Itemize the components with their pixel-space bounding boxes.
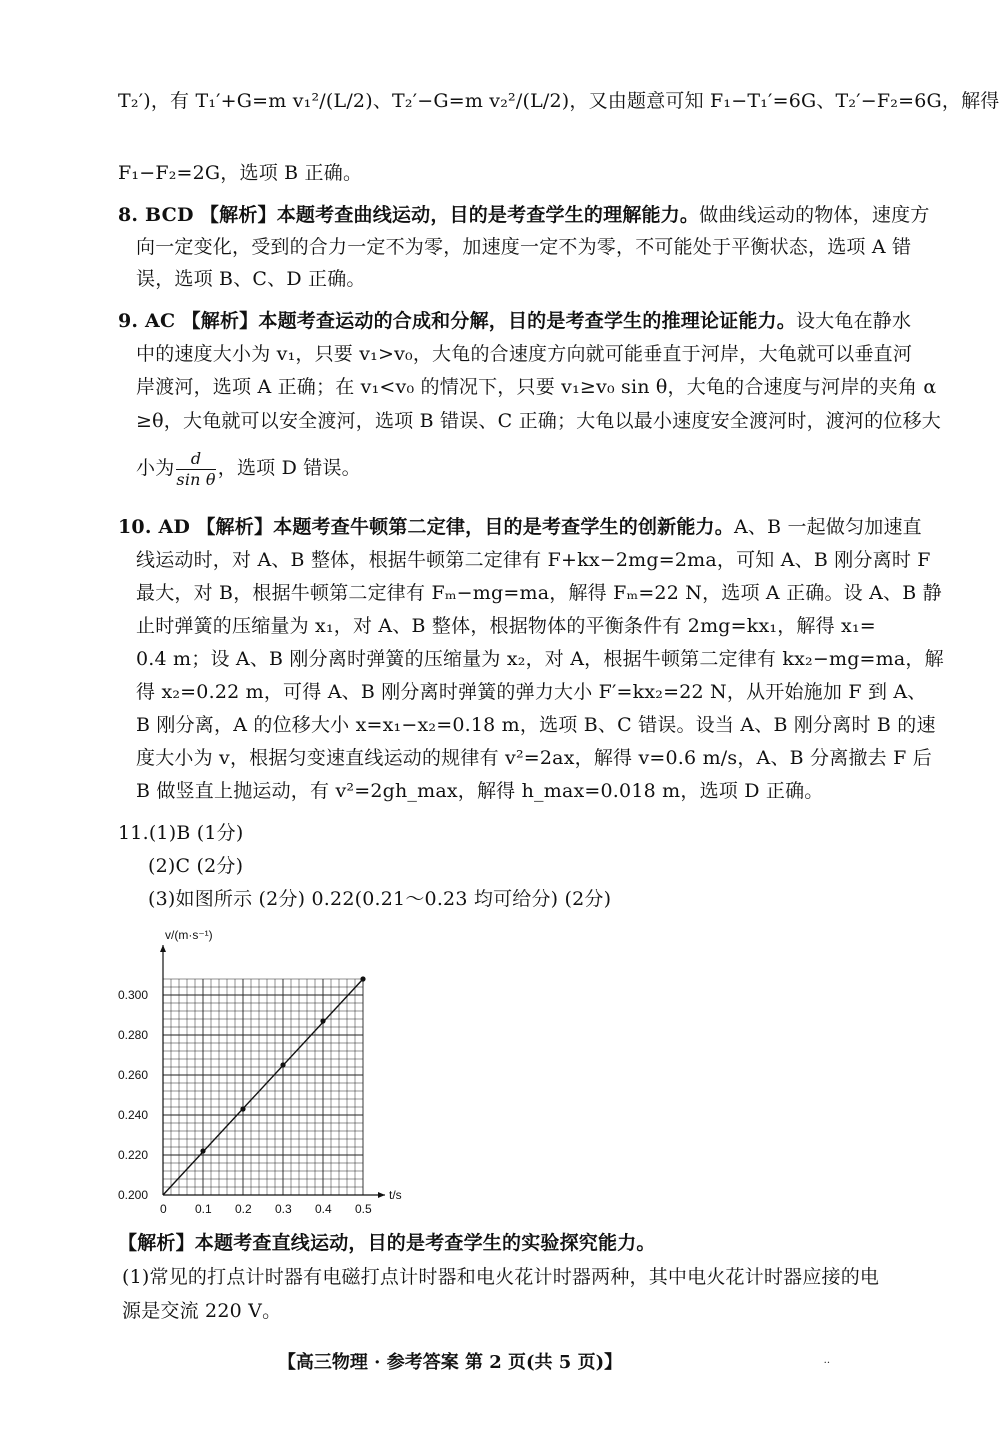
text-line (118, 158, 840, 188)
q9-line-1 (118, 306, 912, 336)
x-tick-label: 0.3 (275, 1202, 292, 1216)
analysis-line-1 (122, 1262, 880, 1292)
q9-text: 中的速度大小为 v₁，只要 v₁>v₀，大龟的合速度方向就可能垂直于河岸，大龟就可以垂直河 (136, 343, 913, 365)
y-tick-label: 0.240 (118, 1108, 149, 1122)
q10-text: B 做竖直上抛运动，有 v²=2gh_max，解得 h_max=0.018 m，选项 D 正确。 (136, 780, 824, 802)
x-tick-label: 0 (160, 1202, 167, 1216)
analysis-text: (1)常见的打点计时器有电磁打点计时器和电火花计时器两种，其中电火花计时器应接的电 (122, 1266, 880, 1288)
text-line (118, 86, 999, 116)
q10-text: 度大小为 v，根据匀变速直线运动的规律有 v²=2ax，解得 v=0.6 m/s，A、B 分离撤去 F 后 (136, 747, 932, 769)
analysis-text: 源是交流 220 V。 (122, 1300, 282, 1322)
q8-text: 向一定变化，受到的合力一定不为零，加速度一定不为零，不可能处于平衡状态，选项 A 错 (136, 236, 912, 258)
data-point (200, 1148, 205, 1153)
data-point (240, 1106, 245, 1111)
x-tick-label: 0.5 (355, 1202, 372, 1216)
q11-text: (2)C (2分) (148, 855, 244, 877)
q8-line-2 (136, 232, 912, 262)
q9-analysis-heading: 【解析】本题考查运动的合成和分解，目的是考查学生的推理论证能力。 (181, 310, 796, 332)
q11-line-2 (148, 851, 840, 881)
q11-text: 11.(1)B (1分) (118, 822, 244, 844)
y-tick-label: 0.300 (118, 988, 149, 1002)
q9-line-3 (136, 372, 937, 402)
y-tick-label: 0.280 (118, 1028, 149, 1042)
q9-text: 设大龟在静水 (795, 310, 912, 332)
q10-text: 线运动时，对 A、B 整体，根据牛顿第二定律有 F+kx−2mg=2ma，可知 A、B 刚分离时 F (136, 549, 931, 571)
q9-line-4 (136, 406, 941, 436)
q11-line-1 (118, 818, 840, 848)
q10-line-7 (136, 710, 936, 740)
q9-text: ≥θ，大龟就可以安全渡河，选项 B 错误、C 正确；大龟以最小速度安全渡河时，渡河的位移大 (136, 410, 941, 432)
q10-line-8 (136, 743, 932, 773)
conclusion-text: F₁−F₂=2G，选项 B 正确。 (118, 162, 363, 184)
q10-line-3 (136, 578, 942, 608)
x-axis-label: t/s (389, 1188, 402, 1202)
x-axis-arrow (378, 1192, 385, 1198)
x-tick-label: 0.2 (235, 1202, 252, 1216)
y-tick-label: 0.200 (118, 1188, 149, 1202)
equation-line: T₂′)，有 T₁′+G=m v₁²/(L/2)、T₂′−G=m v₂²/(L/2)，又由题意可知 F₁−T₁′=6G、T₂′−F₂=6G，解得 (118, 90, 999, 112)
y-tick-label: 0.220 (118, 1148, 149, 1162)
q10-text: 最大，对 B，根据牛顿第二定律有 Fₘ−mg=ma，解得 Fₘ=22 N，选项 A 正确。设 A、B 静 (136, 582, 942, 604)
q8-text: 误，选项 B、C、D 正确。 (136, 268, 366, 290)
velocity-time-chart (118, 930, 418, 1230)
y-axis-arrow (160, 945, 166, 952)
q10-text: 0.4 m；设 A、B 刚分离时弹簧的压缩量为 x₂，对 A，根据牛顿第二定律有 kx₂−mg=ma，解 (136, 648, 944, 670)
q9-text: 小为 (136, 457, 175, 479)
q8-line-1 (118, 200, 930, 230)
denominator: sin θ (176, 469, 216, 489)
q9-text: 岸渡河，选项 A 正确；在 v₁<v₀ 的情况下，只要 v₁≥v₀ sin θ，大龟的合速度与河岸的夹角 α (136, 376, 937, 398)
y-axis-label: v/(m·s⁻¹) (165, 928, 213, 942)
q11-text: (3)如图所示 (2分) 0.22(0.21～0.23 均可给分) (2分) (148, 888, 612, 910)
footer-mark: .. (823, 1355, 830, 1366)
q9-answer: 9. AC (118, 310, 176, 332)
q8-line-3 (136, 264, 840, 294)
x-tick-label: 0.1 (195, 1202, 212, 1216)
q8-analysis-heading: 【解析】本题考查曲线运动，目的是考查学生的理解能力。 (199, 204, 700, 226)
q9-line-2 (136, 339, 913, 369)
q10-line-6 (136, 677, 927, 707)
q10-text: A、B 一起做匀加速直 (733, 516, 922, 538)
analysis-heading-line (118, 1228, 840, 1258)
chart-ticks (118, 988, 372, 1216)
q10-line-5 (136, 644, 944, 674)
q10-line-4 (136, 611, 876, 641)
q8-text: 做曲线运动的物体，速度方 (699, 204, 930, 226)
q10-line-9 (136, 776, 840, 806)
y-tick-label: 0.260 (118, 1068, 149, 1082)
page-footer: 【高三物理 · 参考答案 第 2 页(共 5 页)】 (277, 1352, 623, 1373)
q10-text: 止时弹簧的压缩量为 x₁，对 A、B 整体，根据物体的平衡条件有 2mg=kx₁，解得 x₁= (136, 615, 876, 637)
q10-line-1 (118, 512, 922, 542)
q10-text: B 刚分离，A 的位移大小 x=x₁−x₂=0.18 m，选项 B、C 错误。设当 A、B 刚分离时 B 的速 (136, 714, 936, 736)
q11-line-3 (148, 884, 840, 914)
x-tick-label: 0.4 (315, 1202, 332, 1216)
fraction (176, 449, 215, 490)
numerator: d (176, 449, 215, 470)
q10-line-2 (136, 545, 931, 575)
q9-text: ，选项 D 错误。 (217, 457, 361, 479)
analysis-heading: 【解析】本题考查直线运动，目的是考查学生的实验探究能力。 (118, 1232, 656, 1254)
analysis-line-2 (122, 1296, 840, 1326)
chart-marks (163, 976, 366, 1195)
q9-line-5 (136, 448, 840, 490)
q10-answer: 10. AD (118, 516, 191, 538)
q8-answer: 8. BCD (118, 204, 194, 226)
data-point (360, 976, 365, 981)
data-point (280, 1062, 285, 1067)
q10-text: 得 x₂=0.22 m，可得 A、B 刚分离时弹簧的弹力大小 F′=kx₂=22 N，从开始施加 F 到 A、 (136, 681, 927, 703)
q10-analysis-heading: 【解析】本题考查牛顿第二定律，目的是考查学生的创新能力。 (196, 516, 734, 538)
data-point (320, 1018, 325, 1023)
fit-line (163, 979, 363, 1195)
